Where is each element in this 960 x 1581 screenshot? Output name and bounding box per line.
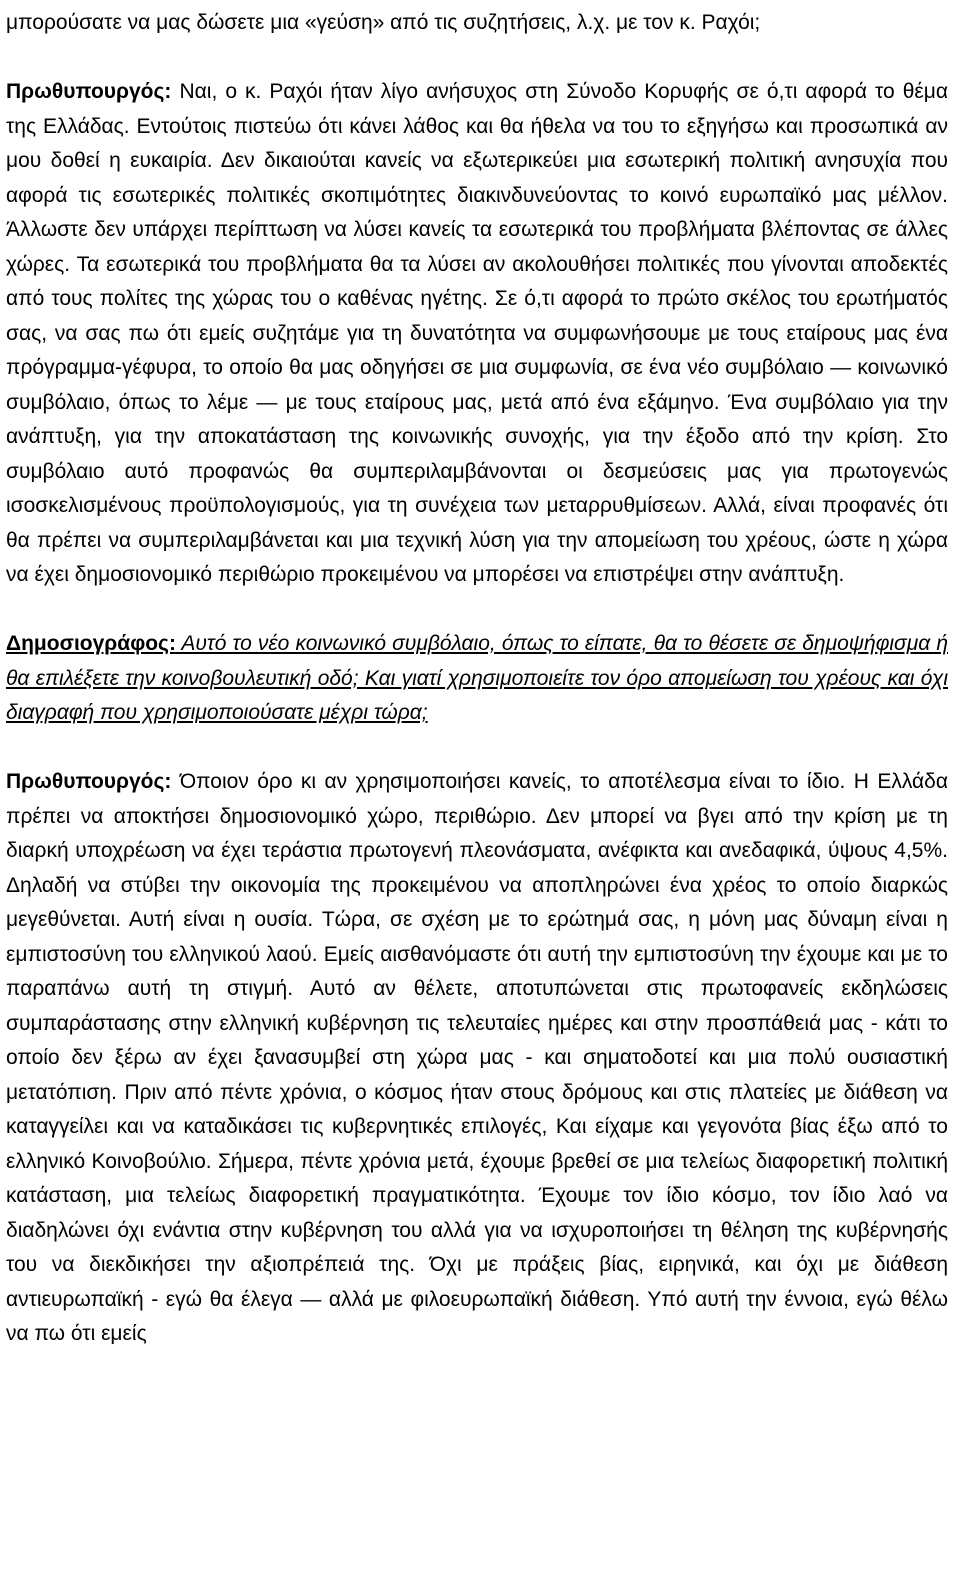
paragraph-question-tail [6,6,948,41]
speaker-prime-minister: Πρωθυπουργός: [6,80,172,103]
paragraph-question-2 [6,627,948,731]
answer-2-text: Όποιον όρο κι αν χρησιμοποιήσει κανείς, το αποτέλεσμα είναι το ίδιο. Η Ελλάδα πρέπει να αποκτήσει δημοσιονομικό χώρο, περιθώριο. Δεν μπορεί να βγει από την κρίση με τη διαρκή υποχρέωση να έχει τεράστια πρωτογενή πλεονάσματα, ανέφικτα και ανεδαφικά, ύψους 4,5%. Δηλαδή να στύβει την οικονομία της προκειμένου να αποπληρώνει ένα χρέος το οποίο διαρκώς μεγεθύνεται. Αυτή είναι η ουσία. Τώρα, σε σχέση με το ερώτημά σας, η μόνη μας δύναμη είναι η εμπιστοσύνη του ελληνικού λαού. Εμείς αισθανόμαστε ότι αυτή την εμπιστοσύνη την έχουμε και με το παραπάνω αυτή τη στιγμή. Αυτό αν θέλετε, αποτυπώνεται στις πρωτοφανείς εκδηλώσεις συμπαράστασης στην ελληνική κυβέρνηση τις τελευταίες ημέρες και στην προσπάθειά μας - κάτι το οποίο δεν ξέρω αν έχει ξανασυμβεί στη χώρα μας - και σηματοδοτεί και μια πολύ ουσιαστική μετατόπιση. Πριν από πέντε χρόνια, ο κόσμος ήταν στους δρόμους και στις πλατείες με διάθεση να καταγγείλει και να καταδικάσει τις κυβερνητικές επιλογές, Και είχαμε και γεγονότα βίας έξω από το ελληνικό Κοινοβούλιο. Σήμερα, πέντε χρόνια μετά, έχουμε βρεθεί σε μια τελείως διαφορετική πολιτική κατάσταση, μια τελείως διαφορετική πραγματικότητα. Έχουμε τον ίδιο κόσμο, τον ίδιο λαό να διαδηλώνει όχι ενάντια στην κυβέρνηση του αλλά για να ισχυροποιήσει τη θέληση της κυβέρνησής του να διεκδικήσει την αξιοπρέπειά της. Όχι με πράξεις βίας, ειρηνικά, και όχι με διάθεση αντιευρωπαϊκή - εγώ θα έλεγα — αλλά με φιλοευρωπαϊκή διάθεση. Υπό αυτή την έννοια, εγώ θέλω να πω ότι εμείς [6,770,948,1345]
speaker-prime-minister: Πρωθυπουργός: [6,770,172,793]
document-page [6,6,948,1352]
paragraph-answer-2 [6,765,948,1352]
speaker-journalist: Δημοσιογράφος: [6,632,176,655]
question-tail-text: μπορούσατε να μας δώσετε μια «γεύση» από τις συζητήσεις, λ.χ. με τον κ. Ραχόι; [6,11,761,34]
question-2-text: Αυτό το νέο κοινωνικό συμβόλαιο, όπως το είπατε, θα το θέσετε σε δημοψήφισμα ή θα επιλέξετε την κοινοβουλευτική οδό; Και γιατί χρησιμοποιείτε τον όρο απομείωση του χρέους και όχι διαγραφή που χρησιμοποιούσατε μέχρι τώρα; [6,632,948,724]
answer-1-text: Ναι, ο κ. Ραχόι ήταν λίγο ανήσυχος στη Σύνοδο Κορυφής σε ό,τι αφορά το θέμα της Ελλάδας. Εντούτοις πιστεύω ότι κάνει λάθος και θα ήθελα να του το εξηγήσω και προσωπικά αν μου δοθεί η ευκαιρία. Δεν δικαιούται κανείς να εξωτερικεύει μια εσωτερική πολιτική ανησυχία που αφορά τις εσωτερικές πολιτικές σκοπιμότητες διακινδυνεύοντας το κοινό ευρωπαϊκό μας μέλλον. Άλλωστε δεν υπάρχει περίπτωση να λύσει κανείς τα εσωτερικά του προβλήματα βλέποντας σε άλλες χώρες. Τα εσωτερικά του προβλήματα θα τα λύσει αν ακολουθήσει πολιτικές που γίνονται αποδεκτές από τους πολίτες της χώρας του ο καθένας ηγέτης. Σε ό,τι αφορά το πρώτο σκέλος του ερωτήματός σας, να σας πω ότι εμείς συζητάμε για τη δυνατότητα να συμφωνήσουμε με τους εταίρους μας ένα πρόγραμμα-γέφυρα, το οποίο θα μας οδηγήσει σε μια συμφωνία, σε ένα νέο συμβόλαιο — κοινωνικό συμβόλαιο, όπως το λέμε — με τους εταίρους μας, μετά από ένα εξάμηνο. Ένα συμβόλαιο για την ανάπτυξη, για την αποκατάσταση της κοινωνικής συνοχής, για την έξοδο από την κρίση. Στο συμβόλαιο αυτό προφανώς θα συμπεριλαμβάνονται οι δεσμεύσεις μας για πρωτογενώς ισοσκελισμένους προϋπολογισμούς, για τη συνέχεια των μεταρρυθμίσεων. Αλλά, είναι προφανές ότι θα πρέπει να συμπεριλαμβάνεται και μια τεχνική λύση για την απομείωση του χρέους, ώστε η χώρα να έχει δημοσιονομικό περιθώριο προκειμένου να μπορέσει να επιστρέψει στην ανάπτυξη. [6,80,948,586]
paragraph-answer-1 [6,75,948,593]
